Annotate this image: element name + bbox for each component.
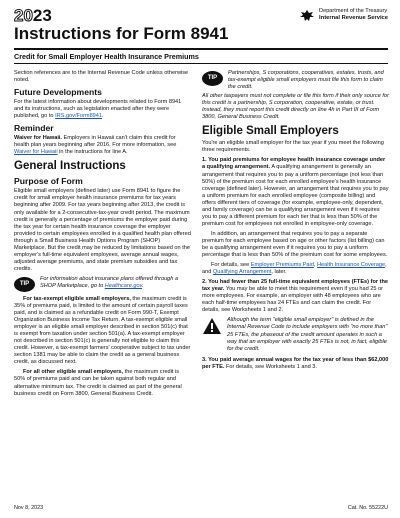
eagle-logo-icon	[299, 8, 315, 24]
intro-text: Section references are to the Internal Revenue Code unless otherwise noted.	[14, 70, 189, 84]
form-year	[14, 7, 52, 25]
requirement-3: 3. You paid average annual wages for the tax year of less than $62,000 per FTE. For details, see Worksheets 1 and 3.	[202, 356, 389, 370]
department-block	[319, 8, 388, 22]
eligible-intro: You're an eligible small employer for the tax year if you meet the following three requirements.	[202, 140, 384, 154]
healthcare-link[interactable]: Healthcare.gov	[104, 282, 142, 289]
purpose-heading: Purpose of Form	[14, 176, 83, 187]
tax-exempt-paragraph: For tax-exempt eligible small employers, the maximum credit is 35% of premiums paid, is limited to the amount of certain payroll taxes paid, and is claimed as a refundable credit on Form 990-T, Exempt Organization Business Income Tax Return. A tax-exempt eligible small employer is an eligible small employer described in section 501(c) that is exempt from taxation under section 501(a). A tax-exempt employer not described in section 501(c) is generally not eligible to claim this credit. However, a tax-exempt farmers' cooperative subject to tax under section 1381 may be able to claim the credit as a general business credit, as discussed next.	[14, 295, 191, 366]
department-name: Department of the Treasury	[319, 8, 388, 14]
page-title: Instructions for Form 8941	[14, 24, 229, 43]
tip-icon: TIP	[202, 71, 223, 86]
subtitle-rule	[14, 63, 388, 64]
qualifying-arrangement-link[interactable]: Qualifying Arrangement	[212, 269, 272, 276]
details-links: For details, see Employer Premiums Paid, Health Insurance Coverage, and Qualifying Arrangement, later.	[202, 262, 387, 276]
requirement-1-additional: In addition, an arrangement that requires you to pay a separate premium for each employee based on age or other factors (list billing) can be a qualifying arrangement even if it requires you to pay a uniform percentage that is less than 50% of the premium cost for some employees.	[202, 230, 388, 259]
page-footer	[14, 505, 388, 511]
right-column	[202, 70, 389, 374]
health-insurance-link[interactable]: Health Insurance Coverage	[317, 262, 386, 269]
waiver-hawaii-link[interactable]: Waiver for Hawaii	[14, 149, 58, 156]
agency-name: Internal Revenue Service	[319, 15, 388, 21]
treasury-header	[299, 8, 388, 24]
general-instructions-heading: General Instructions	[14, 160, 126, 173]
future-developments-text: For the latest information about developments related to Form 8941 and its instructions, such as legislation enacted after they were published, go to IRS.gov/Form8941.	[14, 99, 182, 120]
caution-icon	[202, 317, 222, 337]
year-prefix: 20	[14, 6, 33, 25]
requirement-2: 2. You had fewer than 25 full-time equivalent employees (FTEs) for the tax year. You may be able to meet this requirement even if you had 25 or more employees. For example, an employer with 48 employees who are each half-time employees has 24 FTEs and can claim the credit. For details, see Worksheets 1 and 2.	[202, 279, 388, 314]
tip-continued-text: All other taxpayers must not complete or file this form if their only source for this credit is a partnership, S corporation, cooperative, estate, or trust. Instead, they must report this credit directly on line 4h in Part III of Form 3800, General Business Credit.	[202, 93, 389, 121]
form-subtitle: Credit for Small Employer Health Insurance Premiums	[14, 52, 199, 61]
left-column	[14, 70, 191, 401]
employer-premiums-link[interactable]: Employer Premiums Paid	[250, 262, 314, 269]
tip-text: For information about insurance plans offered through a SHOP Marketplace, go to Healthcare.gov.	[40, 275, 179, 289]
catalog-number: Cat. No. 55222U	[347, 505, 388, 511]
revision-date: Nov 8, 2023	[14, 505, 44, 511]
irs-form-link[interactable]: IRS.gov/Form8941	[55, 113, 103, 120]
other-employers-paragraph: For all other eligible small employers, the maximum credit is 50% of premiums paid and can be taken against both regular and alternative minimum tax. The credit is claimed as part of the general business credit on Form 3800, General Business Credit.	[14, 369, 182, 397]
filing-tip	[202, 70, 389, 91]
future-developments-heading: Future Developments	[14, 87, 102, 98]
tip-text: Partnerships, S corporations, cooperatives, estates, trusts, and tax-exempt eligible small employers must file this form to claim the credit.	[228, 70, 384, 91]
caution-text: Although the term "eligible small employer" is defined in the Internal Revenue Code to include employers with "no more than" 25 FTEs, the phaseout of the credit amount operates in such a way that an employer with exactly 25 FTEs is not, in fact, eligible for the credit.	[227, 317, 388, 352]
shop-tip	[14, 276, 191, 292]
eligible-employers-heading: Eligible Small Employers	[202, 125, 339, 138]
title-rule	[14, 48, 388, 50]
purpose-text: Eligible small employers (defined later) use Form 8941 to figure the credit for small employer health insurance premiums for tax years beginning after 2009. For tax years beginning after 2013, the credit is only available for a 2-consecutive-tax-year credit period. The maximum credit is generally a percentage of premiums the employer paid during the tax year for certain health insurance coverage the employer provided to certain employees enrolled in a qualified health plan offered through a Small Business Health Options Program (SHOP) Marketplace. But the credit may be reduced by limitations based on the employer's full-time equivalent employees, average annual wages, adjusted average premiums, and state premium subsidies and tax credits.	[14, 188, 191, 272]
requirement-1: 1. You paid premiums for employee health insurance coverage under a qualifying arrangement. A qualifying arrangement is generally an arrangement that requires you to pay a uniform percentage (not less than 50%) of the premium cost for each enrolled employee's health insurance coverage (defined later). However, an arrangement that requires you to pay a uniform premium for each enrolled employee (composite billing) and offers different tiers of coverage (for example, employee-only, dependent, and family coverage) can be a qualifying arrangement even if it requires you to pay a different premium for each tier that is less than 50% of the premium cost for employees not enrolled in employee-only coverage.	[202, 157, 389, 227]
reminder-heading: Reminder	[14, 123, 54, 134]
tip-icon: TIP	[14, 277, 35, 292]
waiver-text: Waiver for Hawaii. Employers in Hawaii can't claim this credit for health plan years beginning after 2016. For more information, see Waiver for Hawaii in the instructions for line A.	[14, 135, 177, 156]
year-suffix: 23	[32, 6, 52, 25]
caution-note	[202, 317, 389, 352]
